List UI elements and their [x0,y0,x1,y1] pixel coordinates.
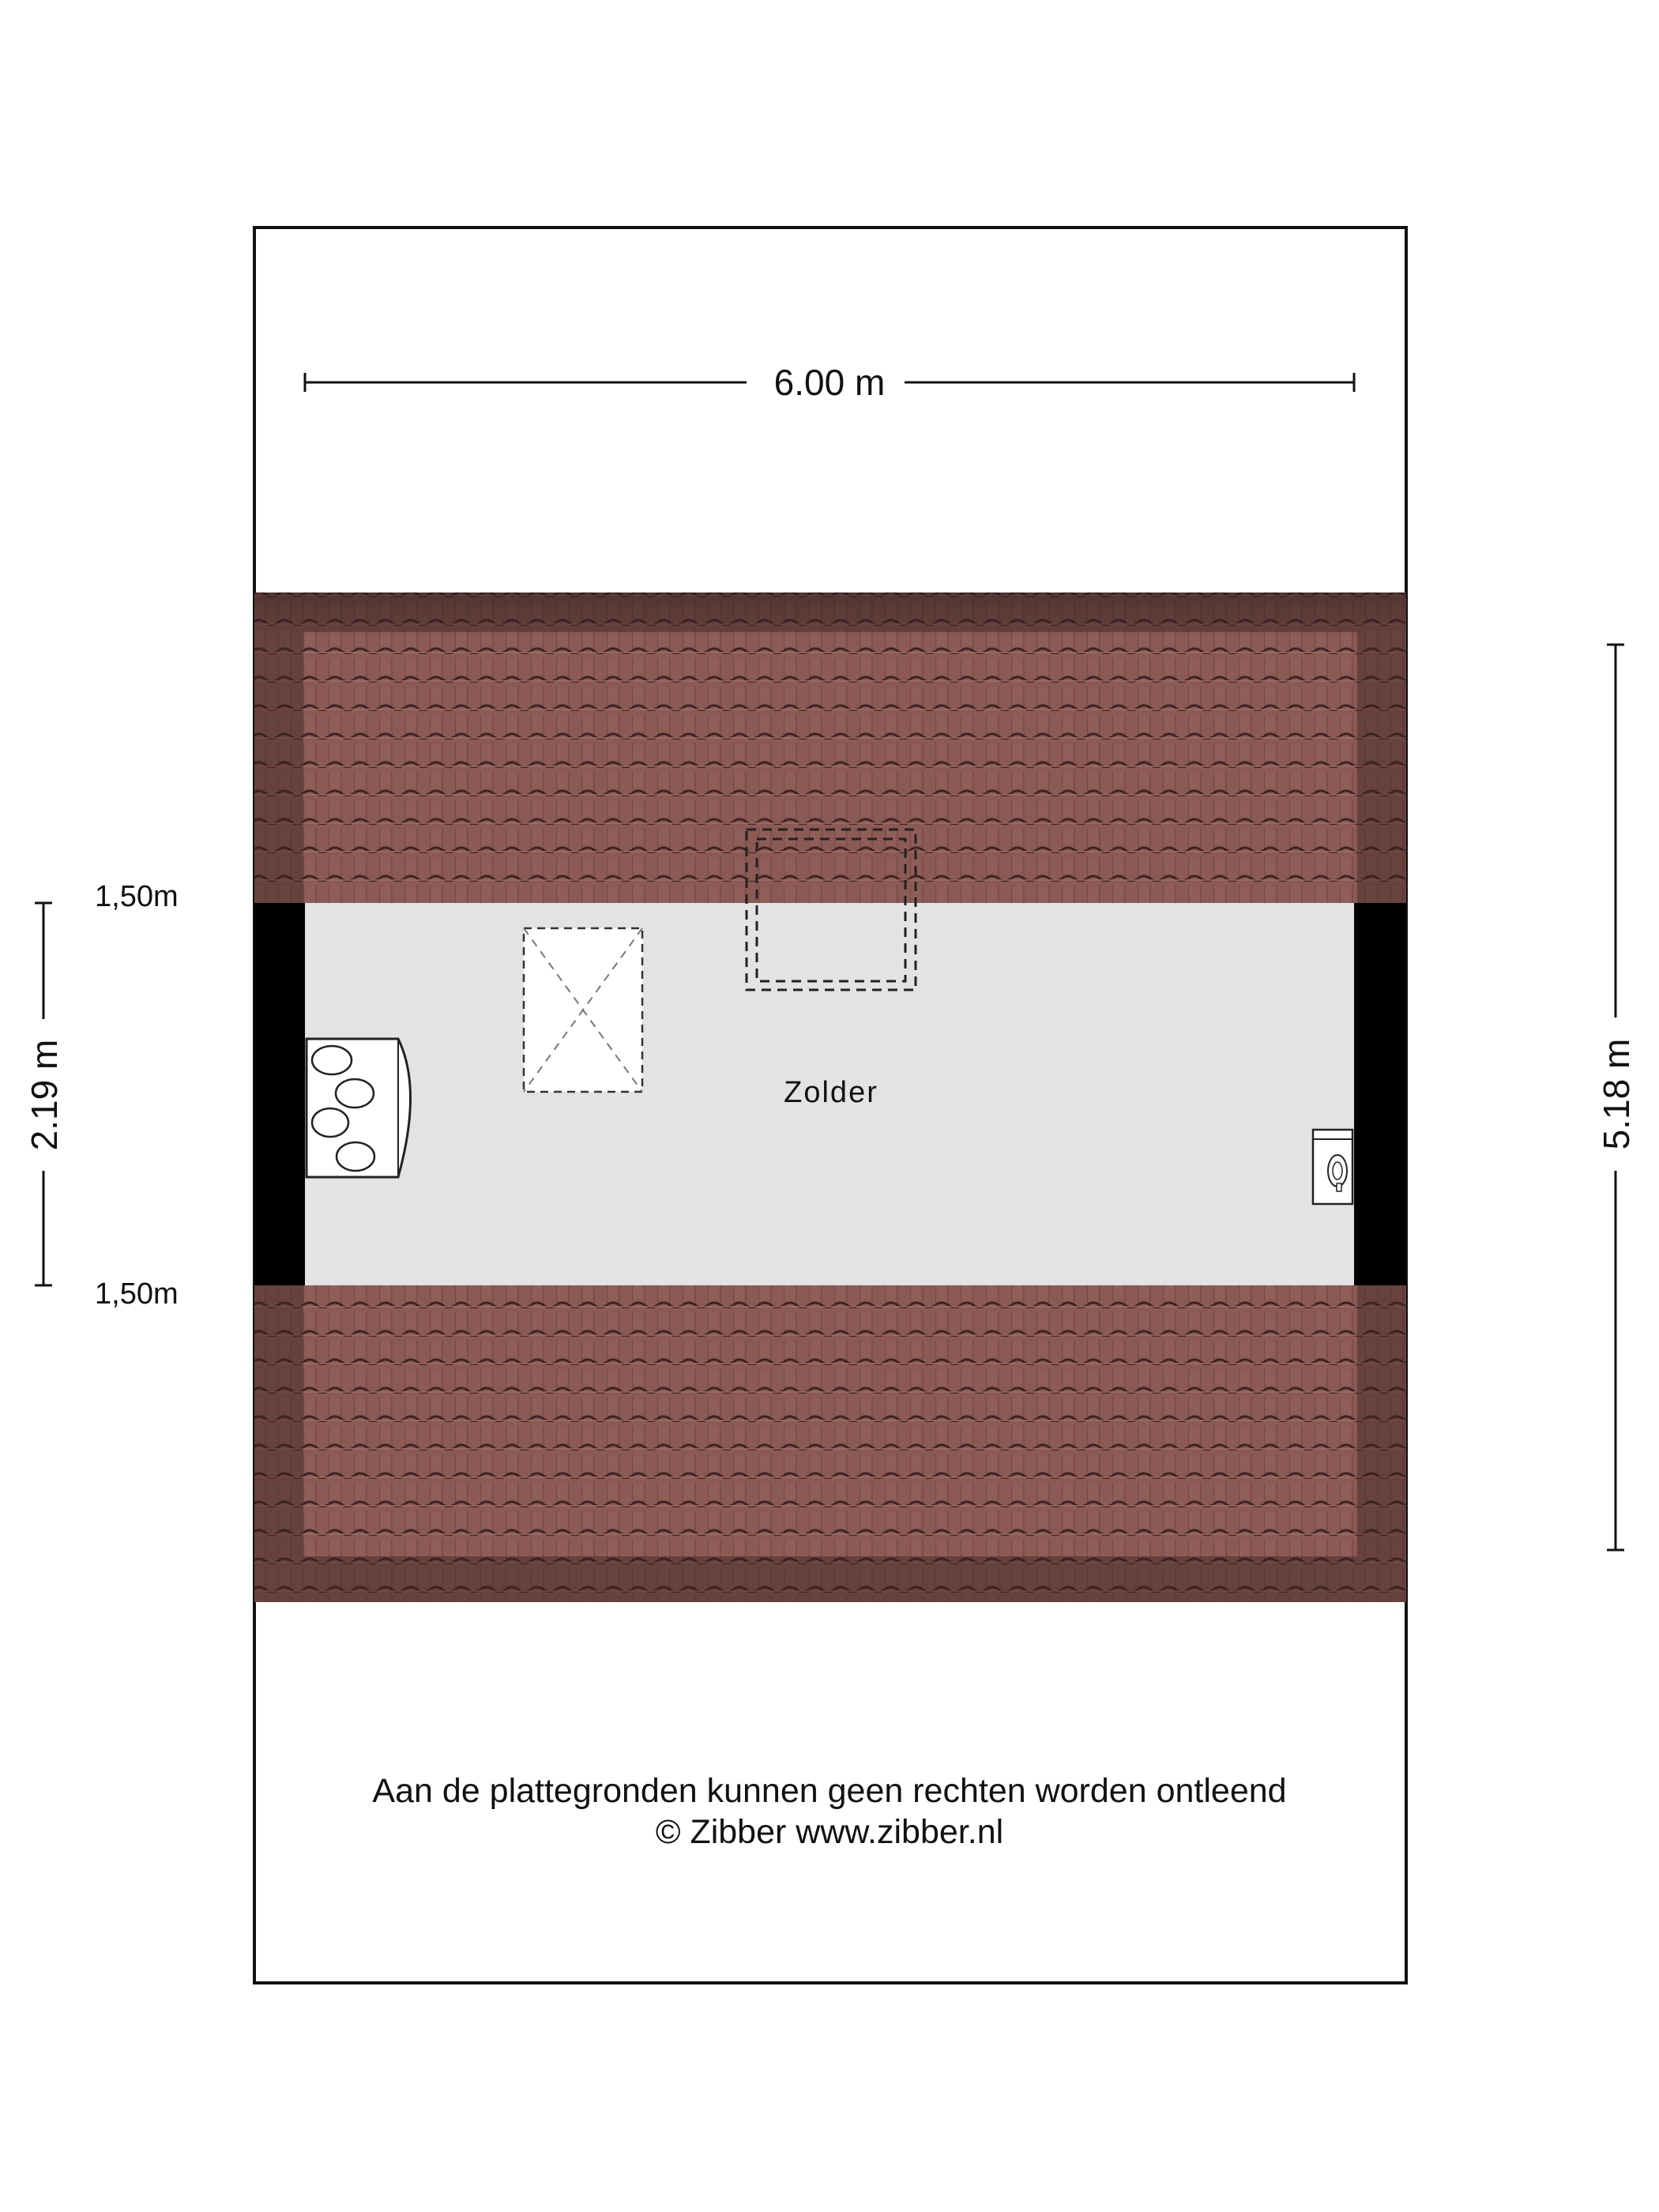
knee-wall-height-lower: 1,50m [95,1277,179,1311]
roof-lower [254,1285,1406,1602]
room-label: Zolder [784,1076,878,1109]
wall-right [1354,903,1406,1285]
copyright-text: © Zibber www.zibber.nl [655,1813,1004,1851]
toilet-icon [1313,1130,1352,1204]
skylight-icon [524,928,642,1092]
depth-dimension-label: 5.18 m [1596,1038,1637,1150]
height-dimension-label: 2.19 m [24,1039,65,1151]
disclaimer-text: Aan de plattegronden kunnen geen rechten worden ontleend [372,1772,1287,1810]
stove-icon [307,1039,411,1177]
wall-left [254,903,305,1285]
width-dimension [305,362,1354,403]
height-dimension [24,903,65,1285]
depth-dimension [1596,645,1637,1550]
knee-wall-height-upper: 1,50m [95,880,179,913]
width-dimension-label: 6.00 m [773,362,886,403]
